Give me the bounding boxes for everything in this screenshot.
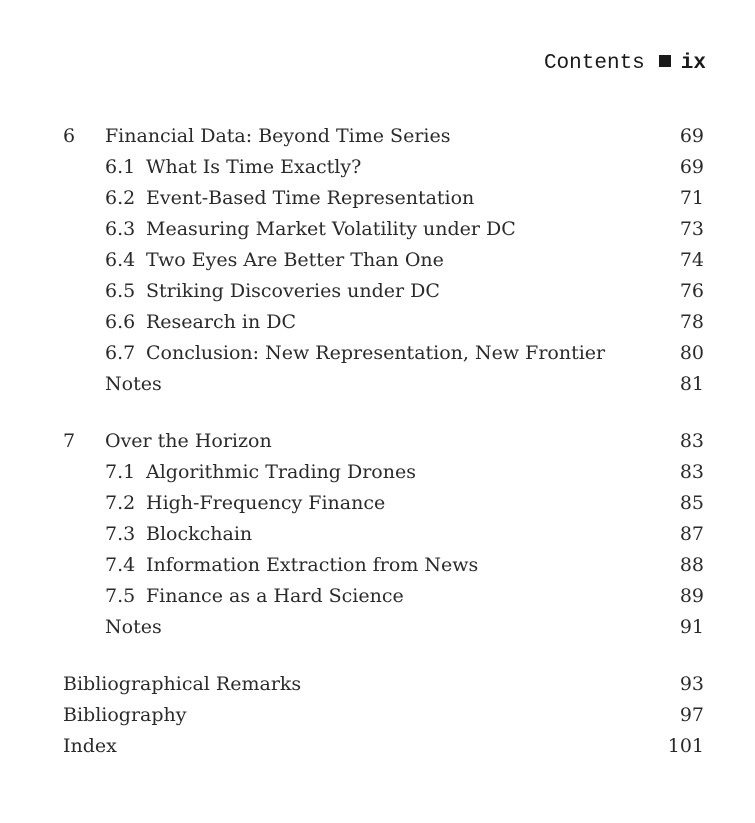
back-matter-title: Bibliography bbox=[63, 704, 187, 726]
section-number: 7.2 bbox=[105, 492, 136, 514]
section-title: Blockchain bbox=[146, 523, 253, 545]
toc-section-6-1[interactable] bbox=[63, 152, 704, 183]
toc-section-7-2[interactable] bbox=[63, 488, 704, 519]
section-number: 6.4 bbox=[105, 249, 136, 271]
page-number: 78 bbox=[679, 311, 704, 333]
page-number: 87 bbox=[679, 523, 704, 545]
back-matter-title: Bibliographical Remarks bbox=[63, 673, 302, 695]
section-number: 6.1 bbox=[105, 156, 136, 178]
chapter-title: Financial Data: Beyond Time Series bbox=[105, 125, 451, 147]
notes-title: Notes bbox=[105, 373, 162, 395]
toc-section-6-5[interactable] bbox=[63, 276, 704, 307]
page-number: 93 bbox=[679, 673, 704, 695]
square-bullet-icon bbox=[659, 55, 671, 67]
toc-index[interactable] bbox=[63, 731, 704, 762]
notes-title: Notes bbox=[105, 616, 162, 638]
chapter-spacer bbox=[63, 400, 704, 426]
section-title: Information Extraction from News bbox=[146, 554, 479, 576]
toc-section-6-7[interactable] bbox=[63, 338, 704, 369]
section-title: Event-Based Time Representation bbox=[146, 187, 475, 209]
page-number: 89 bbox=[679, 585, 704, 607]
chapter-number: 6 bbox=[63, 125, 76, 147]
section-number: 7.5 bbox=[105, 585, 136, 607]
page-number: 81 bbox=[679, 373, 704, 395]
page-number: 88 bbox=[679, 554, 704, 576]
running-head-page-number: ix bbox=[680, 52, 706, 75]
page-number: 101 bbox=[667, 735, 704, 757]
section-number: 7.3 bbox=[105, 523, 136, 545]
section-title: Research in DC bbox=[146, 311, 296, 333]
section-number: 6.6 bbox=[105, 311, 136, 333]
toc-chapter-6[interactable] bbox=[63, 121, 704, 152]
toc-section-6-4[interactable] bbox=[63, 245, 704, 276]
section-title: What Is Time Exactly? bbox=[146, 156, 362, 178]
chapter-title: Over the Horizon bbox=[105, 430, 272, 452]
section-number: 6.2 bbox=[105, 187, 136, 209]
toc-section-6-3[interactable] bbox=[63, 214, 704, 245]
running-head-title: Contents bbox=[543, 52, 645, 75]
section-title: Conclusion: New Representation, New Frontier bbox=[146, 342, 606, 364]
page-number: 76 bbox=[679, 280, 704, 302]
page-number: 80 bbox=[679, 342, 704, 364]
page-number: 74 bbox=[679, 249, 704, 271]
page-number: 83 bbox=[679, 461, 704, 483]
back-matter-title: Index bbox=[63, 735, 117, 757]
page-number: 71 bbox=[679, 187, 704, 209]
toc-section-6-6[interactable] bbox=[63, 307, 704, 338]
page-number: 73 bbox=[679, 218, 704, 240]
toc-bibliography[interactable] bbox=[63, 700, 704, 731]
toc-bibliographical-remarks[interactable] bbox=[63, 669, 704, 700]
section-title: Striking Discoveries under DC bbox=[146, 280, 440, 302]
toc-section-6-2[interactable] bbox=[63, 183, 704, 214]
section-number: 6.3 bbox=[105, 218, 136, 240]
toc-section-7-5[interactable] bbox=[63, 581, 704, 612]
section-title: Algorithmic Trading Drones bbox=[146, 461, 416, 483]
back-matter-spacer bbox=[63, 643, 704, 669]
page-number: 97 bbox=[679, 704, 704, 726]
table-of-contents bbox=[63, 121, 704, 762]
section-title: High-Frequency Finance bbox=[146, 492, 386, 514]
section-number: 6.5 bbox=[105, 280, 136, 302]
page-number: 69 bbox=[679, 156, 704, 178]
page-number: 69 bbox=[679, 125, 704, 147]
running-head bbox=[544, 51, 706, 77]
page-number: 85 bbox=[679, 492, 704, 514]
toc-section-7-3[interactable] bbox=[63, 519, 704, 550]
section-title: Measuring Market Volatility under DC bbox=[146, 218, 516, 240]
page-number: 83 bbox=[679, 430, 704, 452]
toc-notes-chapter-7[interactable] bbox=[63, 612, 704, 643]
section-title: Finance as a Hard Science bbox=[146, 585, 404, 607]
section-number: 7.4 bbox=[105, 554, 136, 576]
toc-chapter-7[interactable] bbox=[63, 426, 704, 457]
page-number: 91 bbox=[679, 616, 704, 638]
toc-section-7-4[interactable] bbox=[63, 550, 704, 581]
section-title: Two Eyes Are Better Than One bbox=[146, 249, 444, 271]
section-number: 6.7 bbox=[105, 342, 136, 364]
chapter-number: 7 bbox=[63, 430, 76, 452]
toc-section-7-1[interactable] bbox=[63, 457, 704, 488]
toc-notes-chapter-6[interactable] bbox=[63, 369, 704, 400]
section-number: 7.1 bbox=[105, 461, 136, 483]
